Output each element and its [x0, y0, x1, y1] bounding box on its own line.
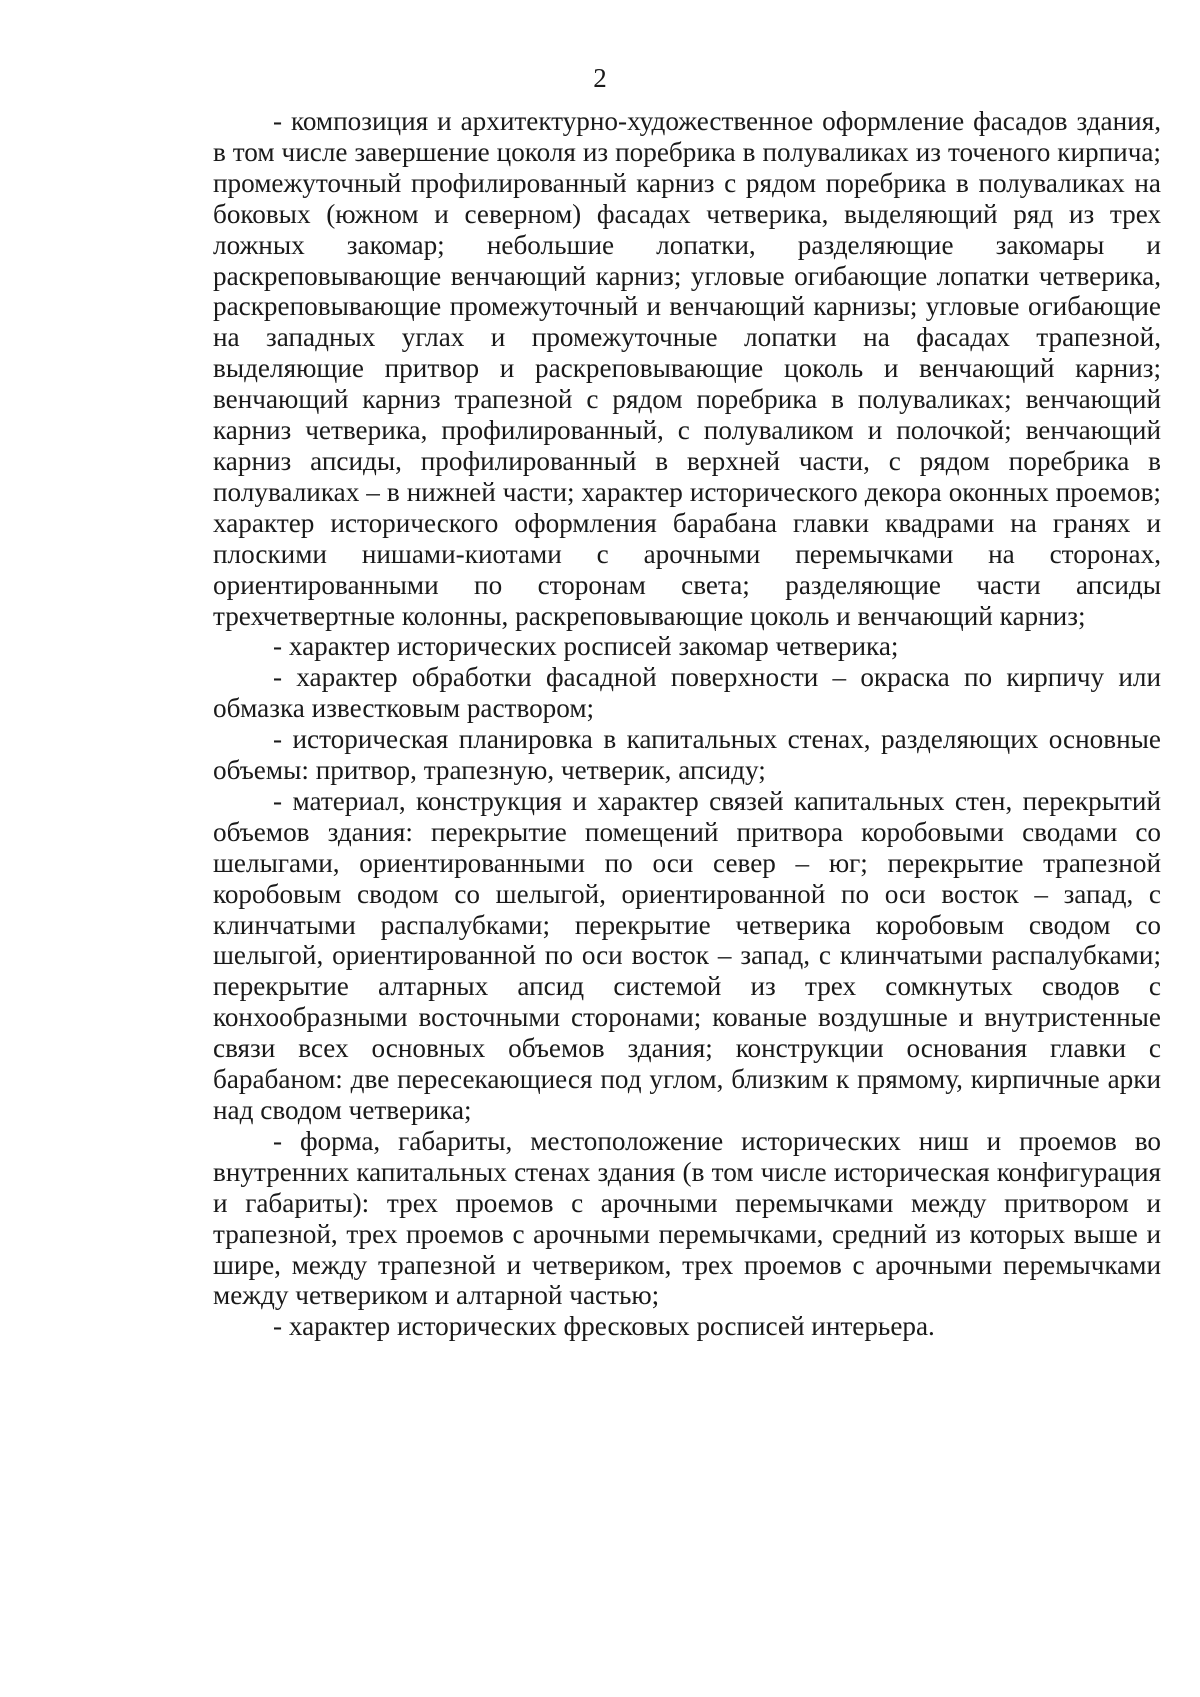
paragraph-materials-structure: - материал, конструкция и характер связей капитальных стен, перекрытий объемов здания: перекрытие помещений притвора коробовыми сводами со шелыгами, ориентированными по оси север – юг; перекрытие трапезной коробовым сводом со шелыгой, ориентированной по оси восток – запад, с клинчатыми распалубками; перекрытие четверика коробовым сводом со шелыгой, ориентированной по оси восток – запад, с клинчатыми распалубками; перекрытие алтарных апсид системой из трех сомкнутых сводов с конхообразными восточными сторонами; кованые воздушные и внутристенные связи всех основных объемов здания; конструкции основания главки с барабаном: две пересекающиеся под углом, близким к прямому, кирпичные арки над сводом четверика;	[213, 785, 1161, 1125]
paragraph-historical-layout: - историческая планировка в капитальных стенах, разделяющих основные объемы: притвор, трапезную, четверик, апсиду;	[213, 724, 1161, 786]
paragraph-interior-frescoes: - характер исторических фресковых росписей интерьера.	[273, 1311, 935, 1342]
page-number: 2	[593, 63, 607, 93]
document-body	[213, 106, 1161, 1342]
paragraph-zakomar-paintings: - характер исторических росписей закомар четверика;	[273, 631, 899, 662]
paragraph-facade-surface: - характер обработки фасадной поверхности – окраска по кирпичу или обмазка известковым раствором;	[213, 662, 1161, 724]
paragraph-niches-openings: - форма, габариты, местоположение исторических ниш и проемов во внутренних капитальных стенах здания (в том числе историческая конфигурация и габариты): трех проемов с арочными перемычками между притвором и трапезной, трех проемов с арочными перемычками, средний из которых выше и шире, между трапезной и четвериком, трех проемов с арочными перемычками между четвериком и алтарной частью;	[213, 1125, 1161, 1311]
paragraph-facade-composition: - композиция и архитектурно-художественное оформление фасадов здания, в том числе завершение цоколя из поребрика в полуваликах из точеного кирпича; промежуточный профилированный карниз с рядом поребрика в полуваликах на боковых (южном и северном) фасадах четверика, выделяющий ряд из трех ложных закомар; небольшие лопатки, разделяющие закомары и раскреповывающие венчающий карниз; угловые огибающие лопатки четверика, раскреповывающие промежуточный и венчающий карнизы; угловые огибающие на западных углах и промежуточные лопатки на фасадах трапезной, выделяющие притвор и раскреповывающие цоколь и венчающий карниз; венчающий карниз трапезной с рядом поребрика в полуваликах; венчающий карниз четверика, профилированный, с полуваликом и полочкой; венчающий карниз апсиды, профилированный в верхней части, с рядом поребрика в полуваликах – в нижней части; характер исторического декора оконных проемов; характер исторического оформления барабана главки квадрами на гранях и плоскими нишами-киотами с арочными перемычками на сторонах, ориентированными по сторонам света; разделяющие части апсиды трехчетвертные колонны, раскреповывающие цоколь и венчающий карниз;	[213, 106, 1161, 631]
